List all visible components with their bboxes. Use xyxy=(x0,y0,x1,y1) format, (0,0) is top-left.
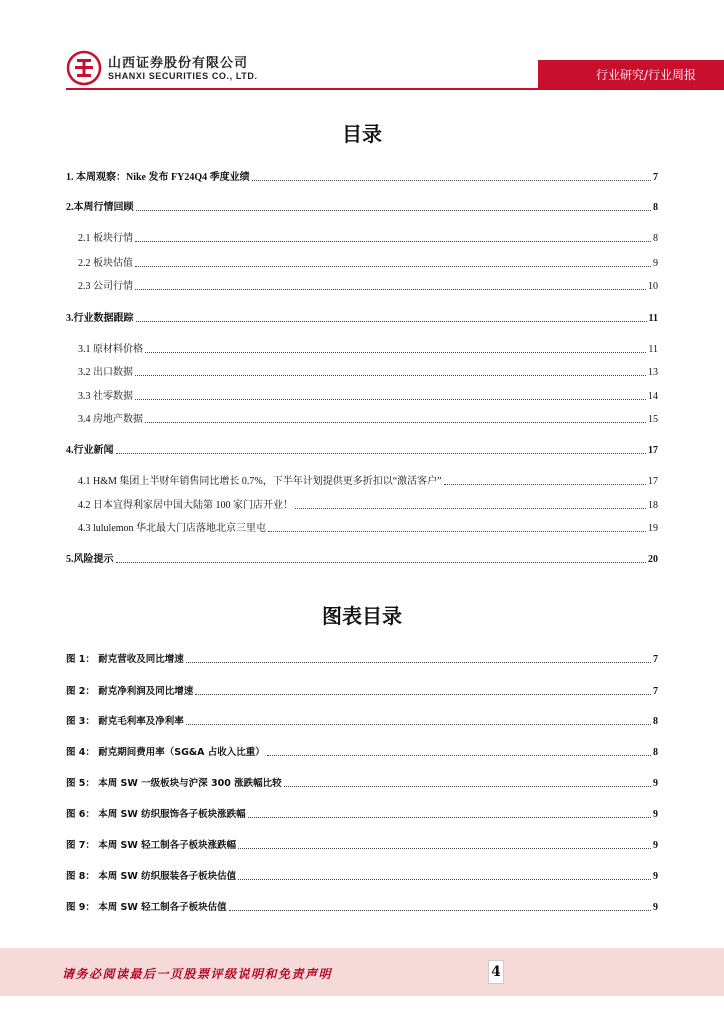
figure-entry[interactable]: 图 5： 本周 SW 一级板块与沪深 300 涨跌幅比较 9 xyxy=(66,778,658,789)
page-number: 4 xyxy=(488,960,504,984)
toc-entry[interactable]: 4.1 H&M 集团上半财年销售同比增长 0.7%，下半年计划提供更多折扣以“激活客户” 17 xyxy=(78,476,658,487)
page-footer xyxy=(0,948,724,996)
figure-entry[interactable]: 图 4： 耐克期间费用率（SG&A 占收入比重） 8 xyxy=(66,747,658,758)
company-name-cn: 山西证券股份有限公司 xyxy=(108,56,249,71)
report-category: 行业研究/行业周报 xyxy=(595,68,696,82)
figure-entry[interactable]: 图 1： 耐克营收及同比增速 7 xyxy=(66,654,658,665)
toc-entry[interactable]: 2.3 公司行情 10 xyxy=(78,281,658,292)
toc-entry[interactable]: 1. 本周观察：Nike 发布 FY24Q4 季度业绩 7 xyxy=(66,172,658,183)
toc-entry[interactable]: 5.风险提示 20 xyxy=(66,554,658,565)
toc-entry[interactable]: 3.行业数据跟踪 11 xyxy=(66,313,658,324)
figure-entry[interactable]: 图 7： 本周 SW 轻工制各子板块涨跌幅 9 xyxy=(66,840,658,851)
toc-entry[interactable]: 4.行业新闻 17 xyxy=(66,445,658,456)
toc-entry[interactable]: 3.3 社零数据 14 xyxy=(78,391,658,402)
figure-entry[interactable]: 图 8： 本周 SW 纺织服装各子板块估值 9 xyxy=(66,871,658,882)
toc-entry[interactable]: 2.2 板块估值 9 xyxy=(78,258,658,269)
disclaimer-notice: 请务必阅读最后一页股票评级说明和免责声明 xyxy=(62,967,333,981)
toc-entry[interactable]: 3.1 原材料价格 11 xyxy=(78,344,658,355)
category-bar xyxy=(538,60,724,88)
toc-entry[interactable]: 3.2 出口数据 13 xyxy=(78,367,658,378)
figure-entry[interactable]: 图 6： 本周 SW 纺织服饰各子板块涨跌幅 9 xyxy=(66,809,658,820)
shanxi-securities-logo-icon xyxy=(66,50,102,86)
toc-entry[interactable]: 2.本周行情回顾 8 xyxy=(66,202,658,213)
company-name-en: SHANXI SECURITIES CO., LTD. xyxy=(108,71,258,81)
toc-entry[interactable]: 3.4 房地产数据 15 xyxy=(78,414,658,425)
toc-title: 目录 xyxy=(342,122,382,146)
toc-entry[interactable]: 4.2 日本宜得利家居中国大陆第 100 家门店开业！ 18 xyxy=(78,500,658,511)
figures-title: 图表目录 xyxy=(322,604,402,628)
toc-entry[interactable]: 2.1 板块行情 8 xyxy=(78,233,658,244)
toc-entry[interactable]: 4.3 lululemon 华北最大门店落地北京三里屯 19 xyxy=(78,523,658,534)
header-rule xyxy=(66,88,724,90)
figure-entry[interactable]: 图 2： 耐克净利润及同比增速 7 xyxy=(66,686,658,697)
figure-entry[interactable]: 图 3： 耐克毛利率及净利率 8 xyxy=(66,716,658,727)
figure-entry[interactable]: 图 9： 本周 SW 轻工制各子板块估值 9 xyxy=(66,902,658,913)
